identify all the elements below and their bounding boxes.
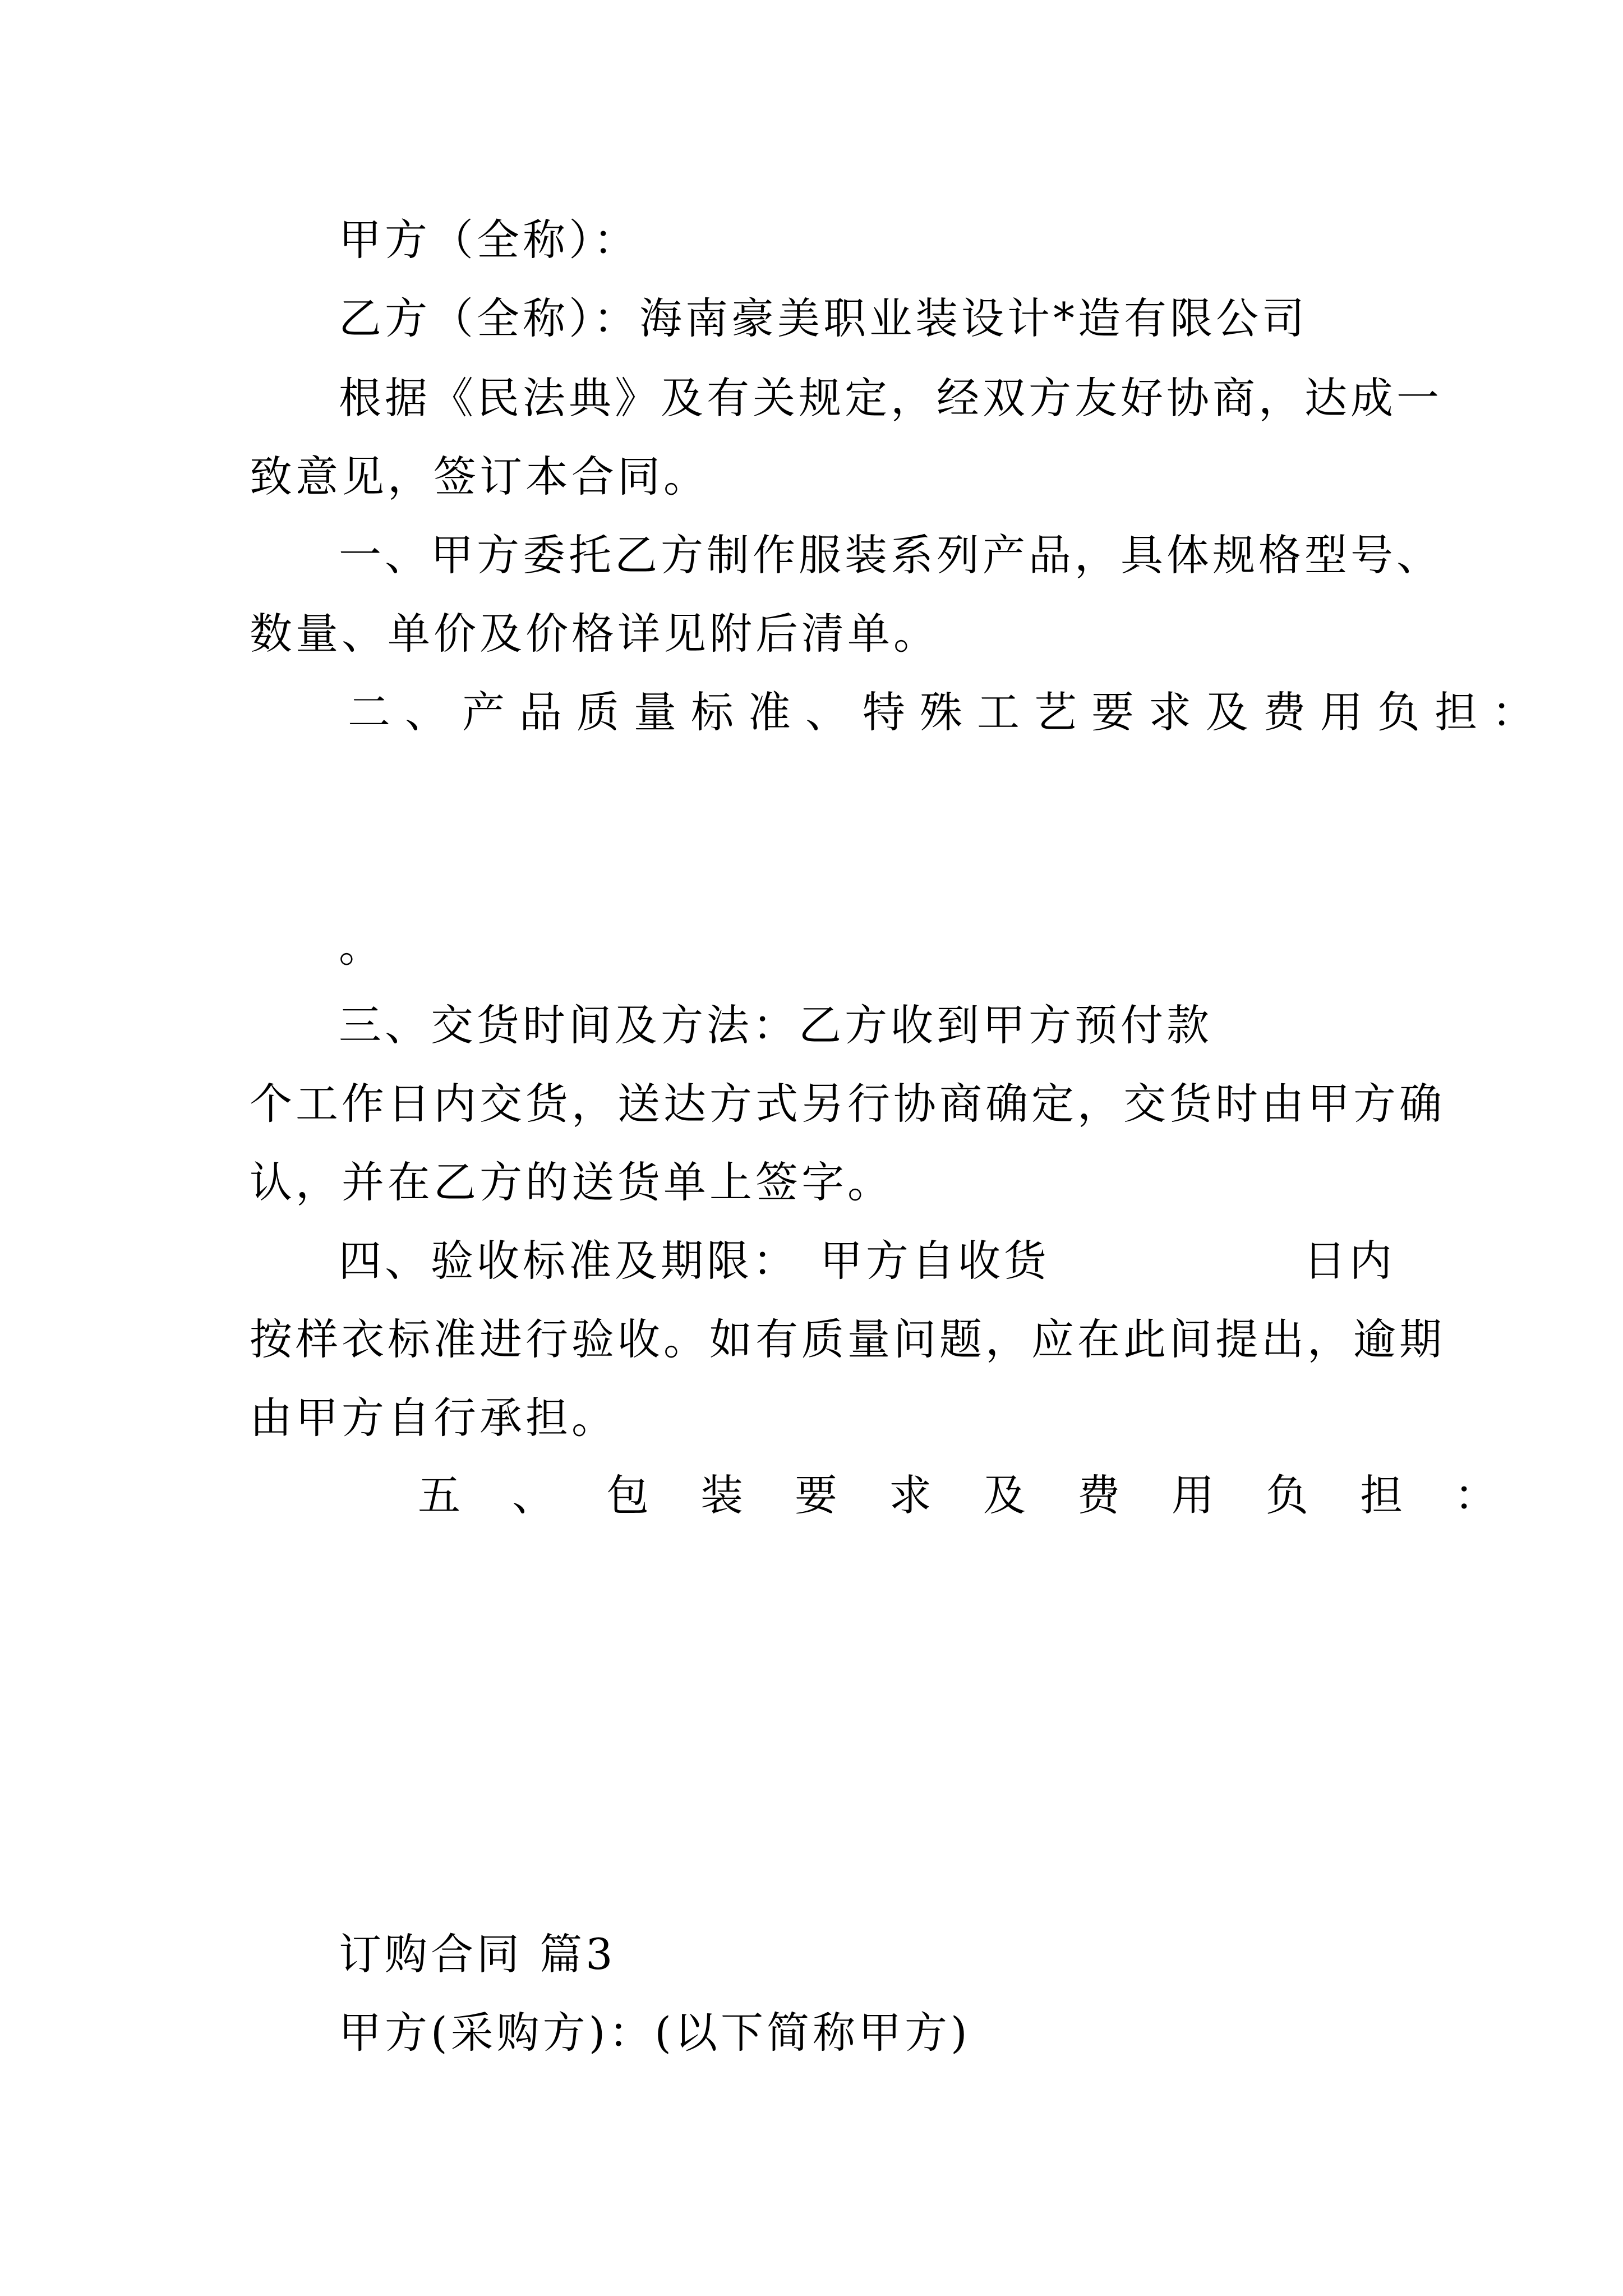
- clause-4-receipt: 甲方自收货: [820, 1236, 1050, 1286]
- clause-2-end: 。: [339, 922, 385, 972]
- clause-4-days: 日内: [1303, 1236, 1395, 1286]
- clause-2-heading: 二、产品质量标准、特殊工艺要求及费用负担：: [348, 687, 1549, 737]
- clause-4-line-3: 由甲方自行承担。: [250, 1393, 617, 1443]
- preamble-line-2: 致意见，签订本合同。: [250, 452, 709, 501]
- clause-3-line-1: 三、交货时间及方法：乙方收到甲方预付款: [339, 1000, 1212, 1050]
- clause-3-line-2: 个工作日内交货，送达方式另行协商确定，交货时由甲方确: [250, 1079, 1445, 1129]
- clause-1-line-1: 一、甲方委托乙方制作服装系列产品，具体规格型号、: [339, 530, 1442, 580]
- clause-1-line-2: 数量、单价及价格详见附后清单。: [250, 609, 939, 659]
- buyer-line: 甲方(采购方)：(以下简称甲方): [339, 2008, 971, 2058]
- clause-3-line-3: 认，并在乙方的送货单上签字。: [250, 1157, 893, 1207]
- clause-5-heading: 五、包装要求及费用负担：: [418, 1470, 1548, 1520]
- clause-4-heading: 四、验收标准及期限：: [339, 1236, 799, 1286]
- party-a-line: 甲方（全称）：: [339, 215, 639, 265]
- clause-4-line-2: 按样衣标准进行验收。如有质量问题，应在此间提出，逾期: [250, 1314, 1445, 1364]
- party-b-line: 乙方（全称）：海南豪美职业装设计*造有限公司: [339, 293, 1308, 343]
- section-title: 订购合同 篇3: [339, 1929, 616, 1979]
- preamble-line-1: 根据《民法典》及有关规定，经双方友好协商，达成一: [339, 373, 1442, 423]
